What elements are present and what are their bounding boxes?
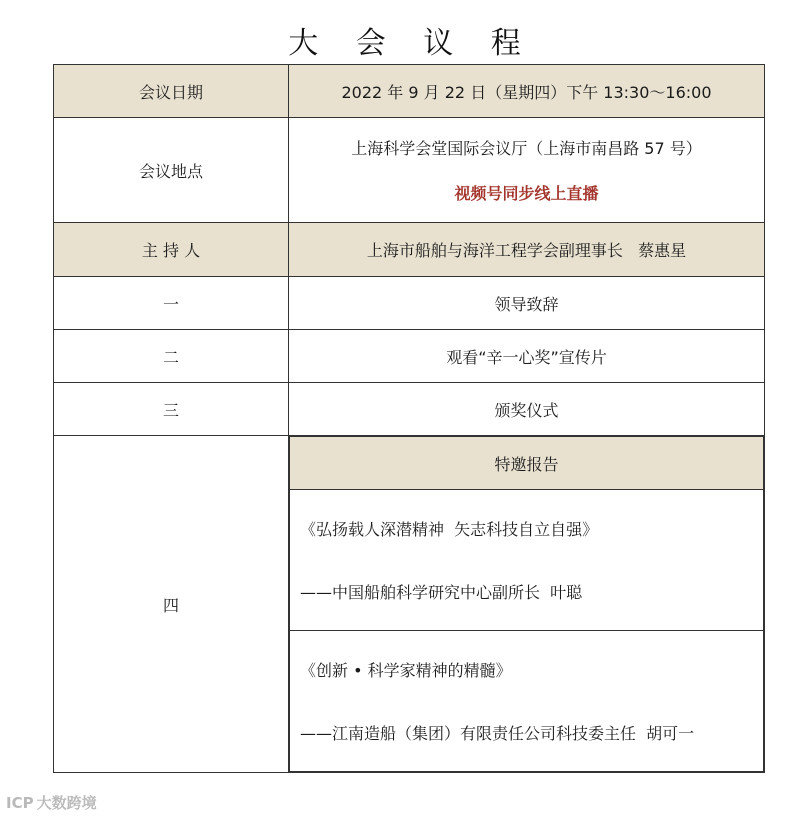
agenda-table [53, 64, 765, 773]
venue-label: 会议地点 [54, 118, 289, 223]
table-row-date [54, 65, 765, 118]
item-1-label: 一 [54, 277, 289, 330]
reports-table [289, 436, 764, 772]
item-2-label: 二 [54, 330, 289, 383]
venue-value: 上海科学会堂国际会议厅（上海市南昌路 57 号） [351, 139, 702, 158]
item-4-cell [289, 436, 765, 773]
item-3-value: 颁奖仪式 [289, 383, 765, 436]
item-3-label: 三 [54, 383, 289, 436]
watermark-logo-icon: ICP [6, 794, 34, 812]
table-row-venue [54, 118, 765, 223]
venue-cell [289, 118, 765, 223]
table-row-host [54, 223, 765, 277]
live-stream-note: 视频号同步线上直播 [454, 184, 599, 203]
item-4-label: 四 [54, 436, 289, 773]
date-label: 会议日期 [54, 65, 289, 118]
table-row-item-1 [54, 277, 765, 330]
page-title: 大 会 议 程 [288, 26, 535, 61]
item-1-value: 领导致辞 [289, 277, 765, 330]
watermark-text: 大数跨境 [36, 794, 97, 812]
report-2-title: 《创新 • 科学家精神的精髓》 [300, 661, 512, 680]
watermark [6, 792, 97, 813]
reports-header: 特邀报告 [290, 437, 764, 490]
host-value: 上海市船舶与海洋工程学会副理事长 蔡惠星 [289, 223, 765, 277]
table-row-item-4 [54, 436, 765, 773]
host-label: 主 持 人 [54, 223, 289, 277]
report-1 [290, 490, 764, 631]
table-row-item-2 [54, 330, 765, 383]
report-1-speaker: ——中国船舶科学研究中心副所长 叶聪 [300, 583, 583, 602]
table-row-item-3 [54, 383, 765, 436]
report-2-speaker: ——江南造船（集团）有限责任公司科技委主任 胡可一 [300, 724, 695, 743]
report-1-title: 《弘扬载人深潜精神 矢志科技自立自强》 [300, 520, 599, 539]
date-value: 2022 年 9 月 22 日（星期四）下午 13:30～16:00 [289, 65, 765, 118]
report-2 [290, 631, 764, 772]
item-2-value: 观看“辛一心奖”宣传片 [289, 330, 765, 383]
